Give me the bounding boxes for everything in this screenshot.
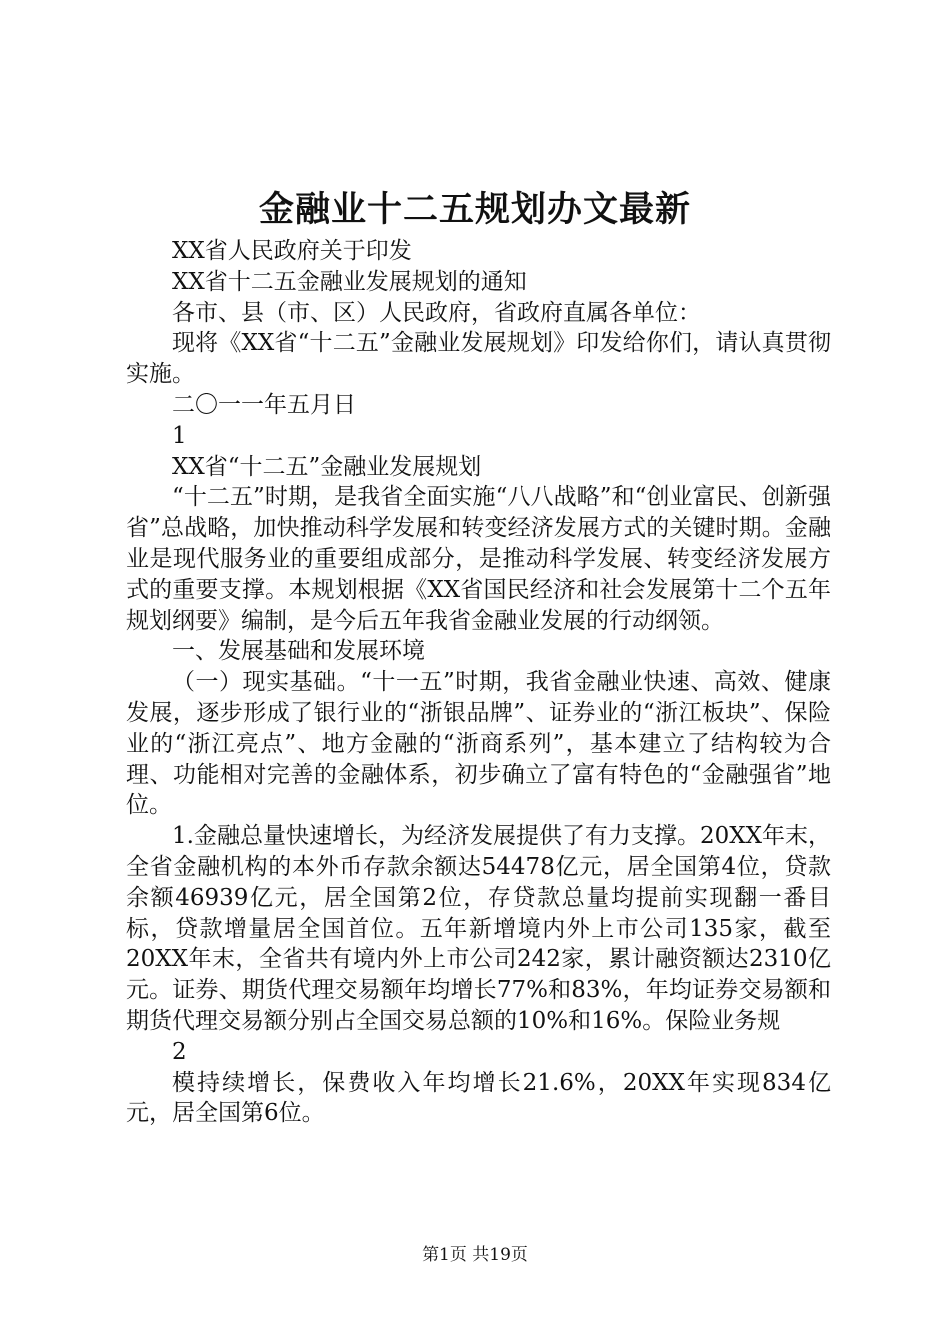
paragraph-notice-header: XX省人民政府关于印发: [172, 238, 412, 264]
document-title: 金融业十二五规划办文最新: [258, 189, 691, 230]
paragraph-date: 二〇一一年五月日: [172, 391, 356, 418]
paragraph-addressee: 各市、县（市、区）人民政府，省政府直属各单位：: [172, 299, 701, 326]
page-footer: 第1页 共19页: [422, 1245, 528, 1265]
paragraph-intro: “十二五”时期，是我省全面实施“八八战略”和“创业富民、创新强省”总战略，加快推动科学发展和转变经济发展方式的关键时期。金融业是现代服务业的重要组成部分，是推动科学发展、转变经济发展方式的重要支撑。本规划根据《XX省国民经济和社会发展第十二个五年规划纲要》编制，是今后五年我省金融业发展的行动纲领。: [126, 484, 831, 634]
paragraph-notice-subject: XX省十二五金融业发展规划的通知: [172, 268, 527, 295]
document-body: [126, 236, 831, 1129]
paragraph-insurance: 模持续增长，保费收入年均增长21.6%，20XX年实现834亿元，居全国第6位。: [126, 1069, 831, 1127]
paragraph-financial-growth: 1.金融总量快速增长，为经济发展提供了有力支撑。20XX年末，全省金融机构的本外币存款余额达54478亿元，居全国第4位，贷款余额46939亿元，居全国第2位，存贷款总量均提前实现翻一番目标，贷款增量居全国首位。五年新增境内外上市公司135家，截至20XX年末，全省共有境内外上市公司242家，累计融资额达2310亿元。证券、期货代理交易额年均增长77%和83%，年均证券交易额和期货代理交易额分别占全国交易总额的10%和16%。保险业务规: [126, 823, 831, 1034]
paragraph-current-basis: （一）现实基础。“十一五”时期，我省金融业快速、高效、健康发展，逐步形成了银行业的“浙银品牌”、证券业的“浙江板块”、保险业的“浙江亮点”、地方金融的“浙商系列”，基本建立了结构较为合理、功能相对完善的金融体系，初步确立了富有特色的“金融强省”地位。: [126, 669, 831, 819]
paragraph-section-heading: 一、发展基础和发展环境: [172, 638, 425, 665]
paragraph-plan-title: XX省“十二五”金融业发展规划: [172, 453, 482, 480]
paragraph-page-marker-2: 2: [172, 1038, 187, 1065]
paragraph-page-marker-1: 1: [172, 422, 187, 449]
paragraph-notice-body: 现将《XX省“十二五”金融业发展规划》印发给你们，请认真贯彻实施。: [126, 330, 831, 388]
